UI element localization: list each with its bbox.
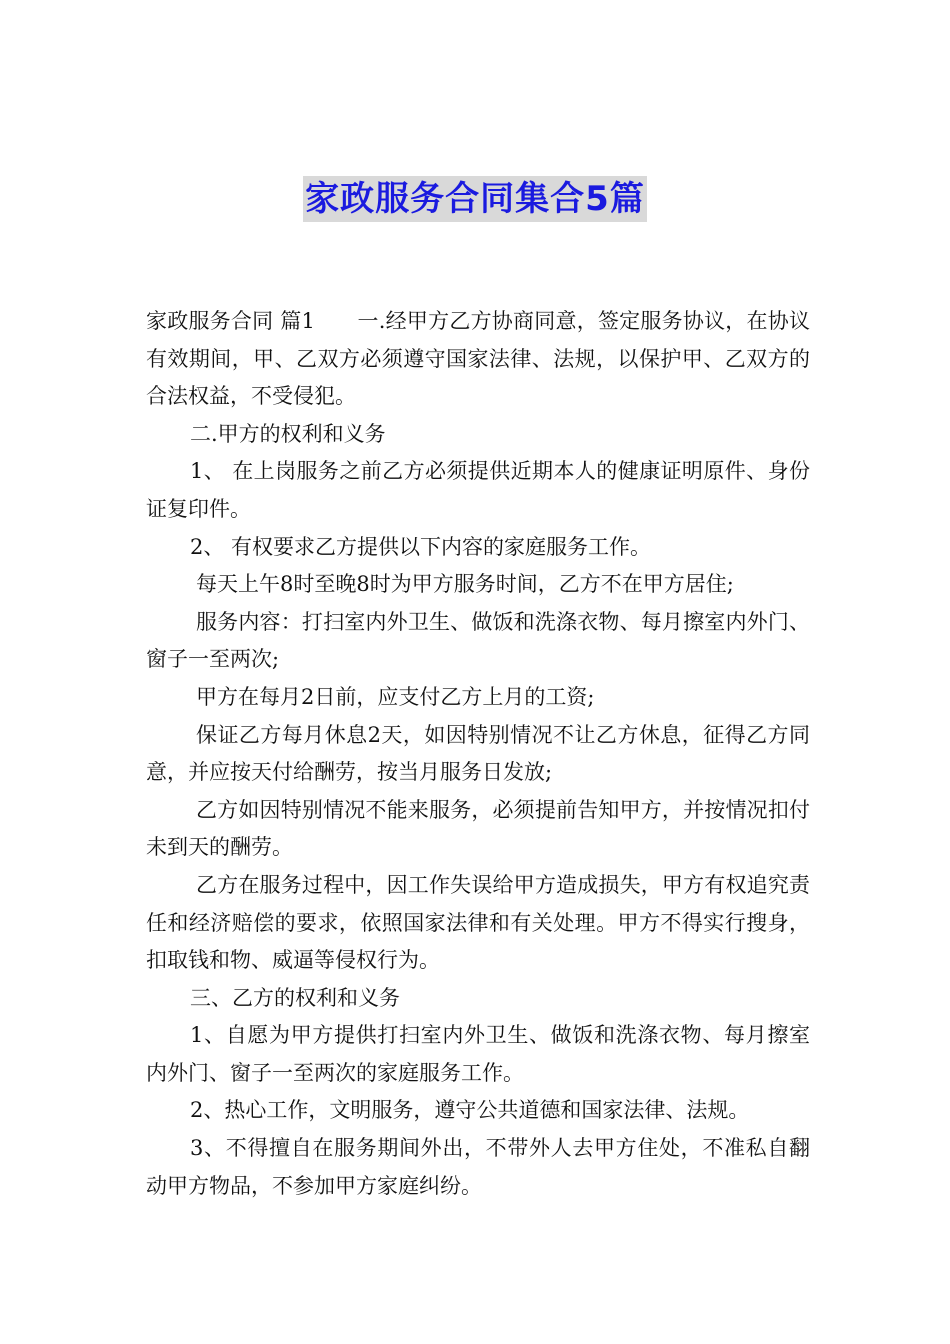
document-title-text: 家政服务合同集合5篇 xyxy=(303,176,647,222)
document-title xyxy=(0,176,950,222)
paragraph-item: 1、自愿为甲方提供打扫室内外卫生、做饭和洗涤衣物、每月擦室内外门、窗子一至两次的家庭服务工作。 xyxy=(146,1023,810,1085)
paragraph-item: 3、不得擅自在服务期间外出，不带外人去甲方住处，不准私自翻动甲方物品，不参加甲方家庭纠纷。 xyxy=(146,1136,810,1198)
document-body xyxy=(146,303,810,1205)
paragraph-item: 1、 在上岗服务之前乙方必须提供近期本人的健康证明原件、身份证复印件。 xyxy=(146,459,810,521)
paragraph-item: 保证乙方每月休息2天，如因特别情况不让乙方休息，征得乙方同意，并应按天付给酬劳，按当月服务日发放; xyxy=(146,722,810,785)
paragraph-item: 2、 有权要求乙方提供以下内容的家庭服务工作。 xyxy=(190,534,652,559)
paragraph-item: 乙方在服务过程中，因工作失误给甲方造成损失，甲方有权追究责任和经济赔偿的要求，依照国家法律和有关处理。甲方不得实行搜身，扣取钱和物、威逼等侵权行为。 xyxy=(146,872,810,973)
paragraph-item: 甲方在每月2日前，应支付乙方上月的工资; xyxy=(196,684,595,709)
paragraph-item: 2、热心工作，文明服务，遵守公共道德和国家法律、法规。 xyxy=(190,1098,750,1123)
paragraph-item: 服务内容：打扫室内外卫生、做饭和洗涤衣物、每月擦室内外门、窗子一至两次; xyxy=(146,609,810,672)
paragraph-item: 每天上午8时至晚8时为甲方服务时间，乙方不在甲方居住; xyxy=(196,572,734,597)
paragraph-intro: 家政服务合同 篇1 一.经甲方乙方协商同意，签定服务协议，在协议有效期间，甲、乙双方必须遵守国家法律、法规，以保护甲、乙双方的合法权益，不受侵犯。 xyxy=(146,309,810,409)
section-heading-party-b: 三、乙方的权利和义务 xyxy=(190,985,400,1010)
section-heading-party-a: 二.甲方的权利和义务 xyxy=(190,421,386,446)
paragraph-item: 乙方如因特别情况不能来服务，必须提前告知甲方，并按情况扣付未到天的酬劳。 xyxy=(146,797,810,860)
